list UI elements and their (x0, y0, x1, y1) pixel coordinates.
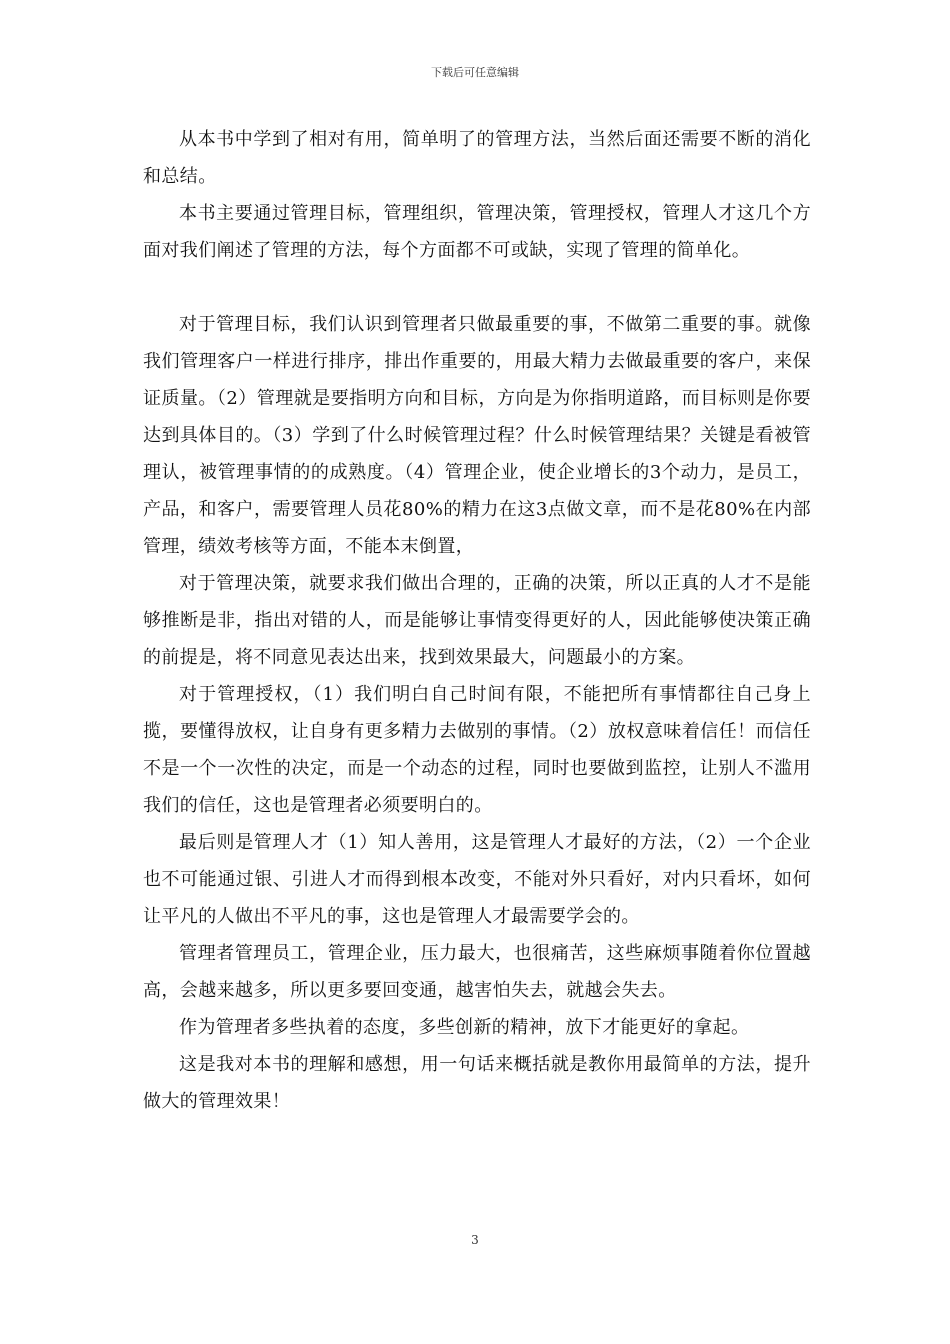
page-number: 3 (471, 1233, 479, 1247)
paragraph-management-goals: 对于管理目标，我们认识到管理者只做最重要的事，不做第二重要的事。就像我们管理客户一样进行排序，排出作重要的，用最大精力去做最重要的客户，来保证质量。（2）管理就是要指明方向和目标，方向是为你指明道路，而目标则是你要达到具体目的。（3）学到了什么时候管理过程？什么时候管理结果？关键是看被管理认，被管理事情的的成熟度。（4）管理企业，使企业增长的3个动力，是员工，产品，和客户，需要管理人员花80%的精力在这3点做文章，而不是花80%在内部管理，绩效考核等方面，不能本末倒置， (143, 314, 811, 557)
paragraph-spacer (143, 269, 811, 306)
paragraph-management-decisions: 对于管理决策，就要求我们做出合理的，正确的决策，所以正真的人才不是能够推断是非，指出对错的人，而是能够让事情变得更好的人，因此能够使决策正确的前提是，将不同意见表达出来，找到效果最大，问题最小的方案。 (143, 573, 811, 668)
paragraph-conclusion: 这是我对本书的理解和感想，用一句话来概括就是教你用最简单的方法，提升做大的管理效果！ (143, 1054, 811, 1112)
paragraph-management-talent: 最后则是管理人才（1）知人善用，这是管理人才最好的方法，（2）一个企业也不可能通过银、引进人才而得到根本改变，不能对外只看好，对内只看坏，如何让平凡的人做出不平凡的事，这也是管理人才最需要学会的。 (143, 832, 811, 927)
paragraph-management-delegation: 对于管理授权，（1）我们明白自己时间有限，不能把所有事情都往自己身上揽，要懂得放权，让自身有更多精力去做别的事情。（2）放权意味着信任！而信任不是一个一次性的决定，而是一个动态的过程，同时也要做到监控，让别人不滥用我们的信任，这也是管理者必须要明白的。 (143, 684, 811, 816)
paragraph-overview: 本书主要通过管理目标，管理组织，管理决策，管理授权，管理人才这几个方面对我们阐述了管理的方法，每个方面都不可或缺，实现了管理的简单化。 (143, 203, 811, 261)
paragraph-intro: 从本书中学到了相对有用，简单明了的管理方法，当然后面还需要不断的消化和总结。 (143, 129, 811, 187)
paragraph-attitude: 作为管理者多些执着的态度，多些创新的精神，放下才能更好的拿起。 (179, 1017, 750, 1038)
paragraph-pressure: 管理者管理员工，管理企业，压力最大，也很痛苦，这些麻烦事随着你位置越高，会越来越多，所以更多要回变通，越害怕失去，就越会失去。 (143, 943, 811, 1001)
page-header: 下载后可任意编辑 (431, 66, 519, 79)
document-body (143, 121, 811, 1120)
